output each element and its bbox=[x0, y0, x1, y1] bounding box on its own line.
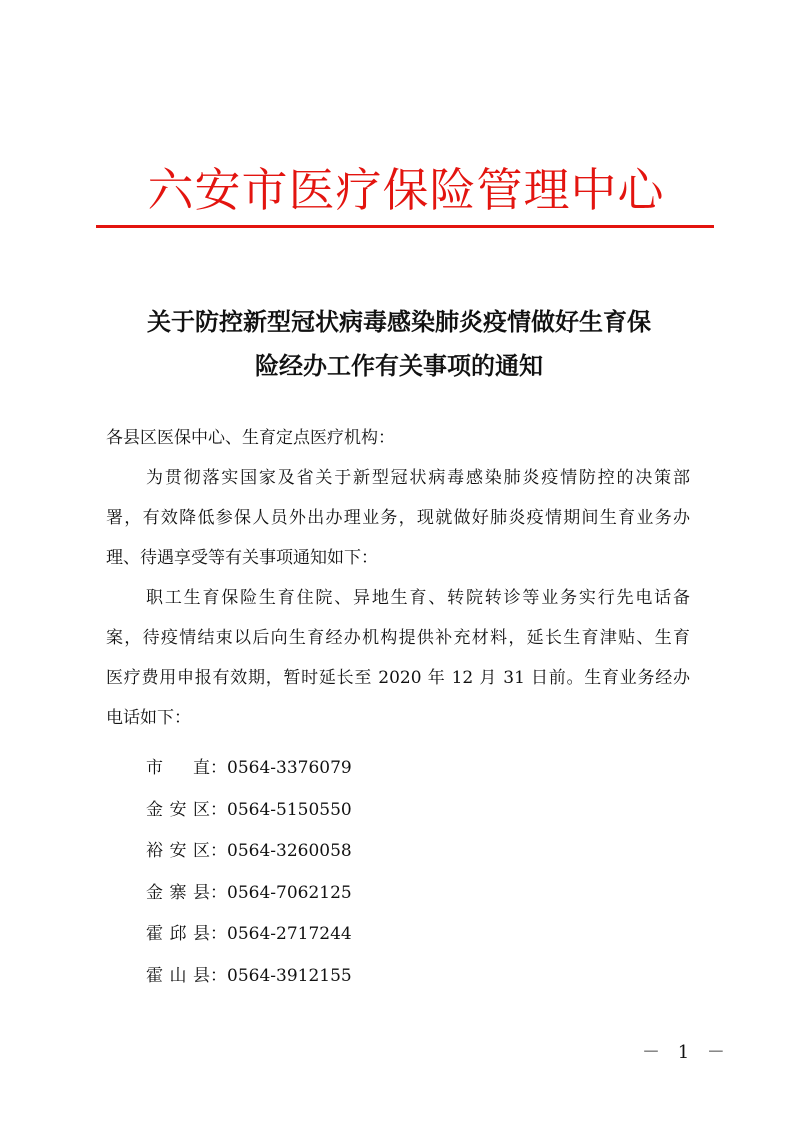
paragraph-line: 职工生育保险生育住院、异地生育、转院转诊等业务实行先电话备 bbox=[146, 588, 690, 608]
contact-separator: ： bbox=[210, 882, 227, 903]
contact-phone: 0564-3260058 bbox=[227, 841, 352, 861]
paragraph-2 bbox=[106, 578, 690, 738]
salutation: 各县区医保中心、生育定点医疗机构： bbox=[106, 428, 395, 448]
title-line: 关于防控新型冠状病毒感染肺炎疫情做好生育保 bbox=[147, 308, 651, 336]
contact-row bbox=[146, 831, 352, 873]
contact-phone: 0564-5150550 bbox=[227, 799, 352, 820]
contact-district: 霍邱县 bbox=[146, 924, 210, 944]
contact-district: 霍山县 bbox=[146, 965, 210, 986]
contact-separator: ： bbox=[210, 924, 227, 944]
contact-district: 金安区 bbox=[146, 799, 210, 820]
contact-list bbox=[146, 748, 352, 997]
contact-phone: 0564-2717244 bbox=[227, 924, 352, 944]
paragraph-1 bbox=[106, 458, 690, 578]
contact-row bbox=[146, 956, 352, 998]
paragraph-line: 理、待遇享受等有关事项通知如下： bbox=[106, 548, 378, 568]
document-title bbox=[100, 300, 698, 388]
contact-row bbox=[146, 790, 352, 832]
contact-phone: 0564-3912155 bbox=[227, 965, 352, 986]
page-number: － 1 － bbox=[642, 1042, 731, 1063]
contact-separator: ： bbox=[210, 965, 227, 986]
contact-row bbox=[146, 914, 352, 956]
header-red-rule bbox=[96, 225, 714, 228]
contact-row bbox=[146, 748, 352, 790]
paragraph-line: 署，有效降低参保人员外出办理业务，现就做好肺炎疫情期间生育业务办 bbox=[106, 508, 690, 528]
paragraph-line: 医疗费用申报有效期，暂时延长至 2020 年 12 月 31 日前。生育业务经办 bbox=[106, 668, 690, 688]
paragraph-line: 案，待疫情结束以后向生育经办机构提供补充材料，延长生育津贴、生育 bbox=[106, 628, 690, 648]
contact-district: 裕安区 bbox=[146, 841, 210, 861]
contact-district: 金寨县 bbox=[146, 882, 210, 903]
contact-row bbox=[146, 873, 352, 915]
contact-phone: 0564-7062125 bbox=[227, 882, 352, 903]
title-line: 险经办工作有关事项的通知 bbox=[255, 352, 543, 380]
contact-separator: ： bbox=[210, 758, 227, 778]
contact-separator: ： bbox=[210, 799, 227, 820]
paragraph-line: 为贯彻落实国家及省关于新型冠状病毒感染肺炎疫情防控的决策部 bbox=[146, 468, 690, 488]
org-header: 六安市医疗保险管理中心 bbox=[147, 163, 665, 217]
contact-separator: ： bbox=[210, 841, 227, 861]
contact-phone: 0564-3376079 bbox=[227, 758, 352, 778]
paragraph-line: 电话如下： bbox=[106, 708, 191, 728]
contact-district: 市直 bbox=[146, 758, 210, 778]
